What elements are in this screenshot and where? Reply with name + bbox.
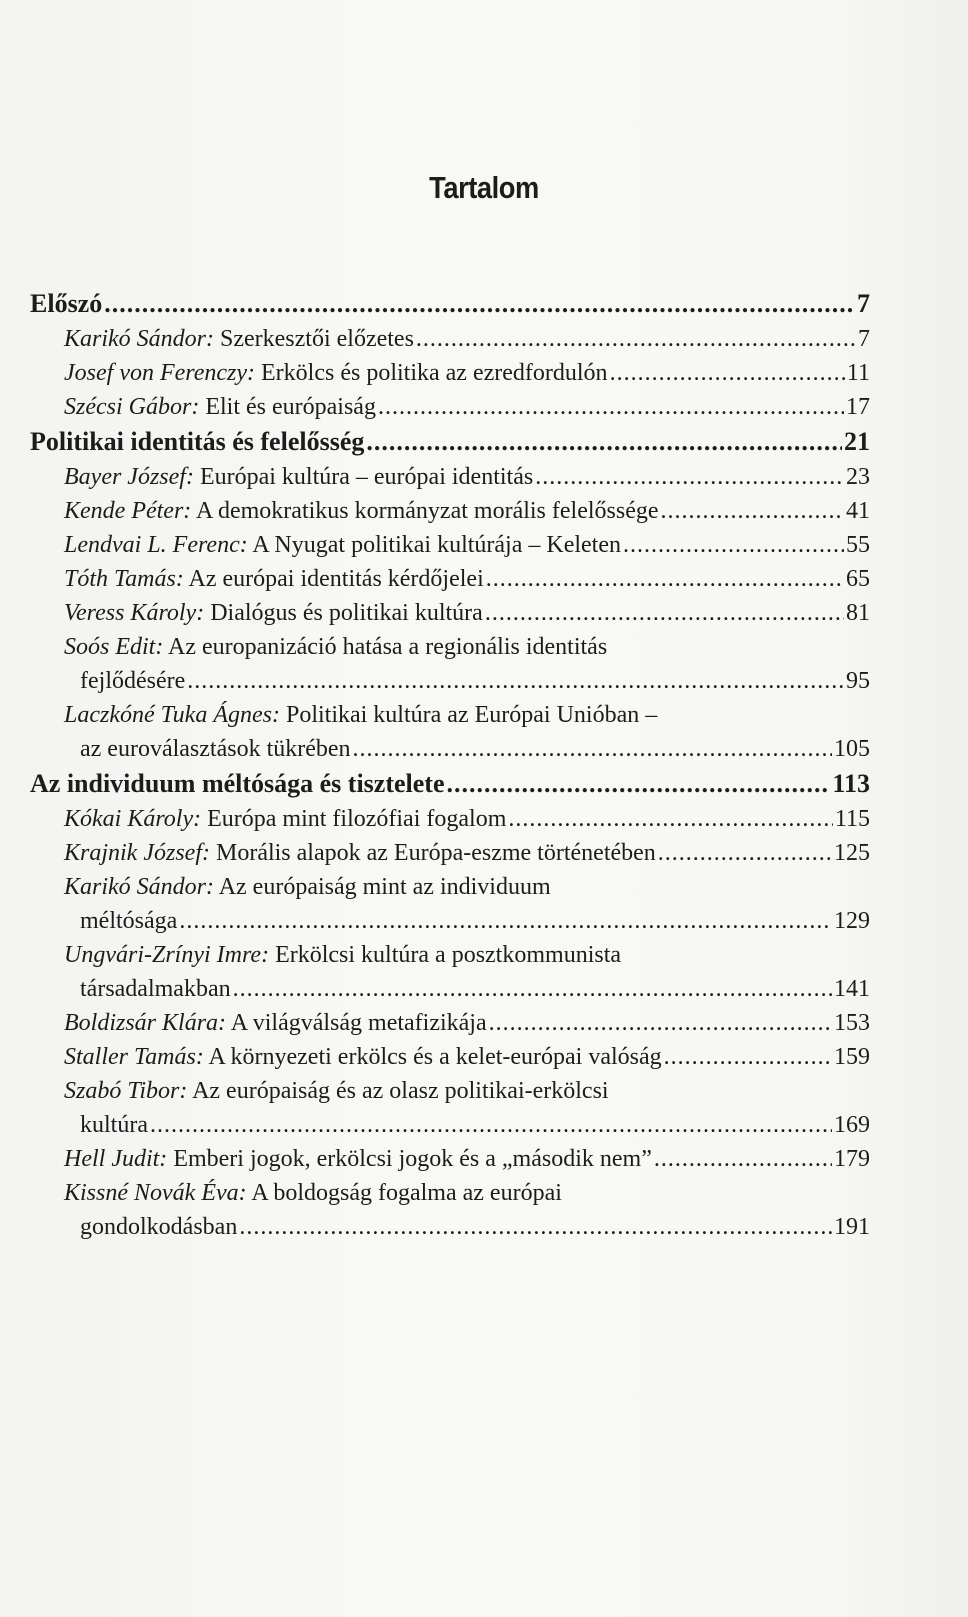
entry-title-continued: gondolkodásban: [80, 1214, 238, 1240]
entry-title-continued: az euroválasztások tükrében: [80, 736, 351, 762]
dot-leader: [366, 424, 842, 460]
dot-leader: [378, 390, 844, 424]
page-number: 23: [846, 464, 870, 490]
page-number: 191: [834, 1214, 870, 1240]
entry-title: Erkölcs és politika az ezredfordulón: [261, 360, 608, 386]
entry-author: Szécsi Gábor:: [64, 394, 200, 420]
page-number: 21: [844, 427, 870, 456]
toc-entry: [30, 494, 870, 528]
toc-entry: [30, 938, 870, 1006]
section-title: Az individuum méltósága és tisztelete: [30, 769, 445, 798]
entry-author: Karikó Sándor:: [64, 874, 214, 900]
entry-author: Kókai Károly:: [64, 806, 202, 832]
dot-leader: [485, 596, 844, 630]
entry-title: Morális alapok az Európa-eszme történetében: [215, 840, 656, 866]
page-number: 7: [857, 289, 870, 318]
entry-title: Erkölcsi kultúra a posztkommunista: [275, 942, 622, 968]
dot-leader: [664, 1040, 832, 1074]
entry-title-continued: társadalmakban: [80, 976, 231, 1002]
toc-entry: [30, 1040, 870, 1074]
section-title: Előszó: [30, 289, 103, 318]
toc-entry: [30, 802, 870, 836]
entry-title: Az európaiság és az olasz politikai-erkölcsi: [192, 1078, 609, 1104]
table-of-contents: [30, 286, 870, 1244]
entry-title: Elit és európaiság: [205, 394, 376, 420]
toc-entry: [30, 698, 870, 766]
entry-author: Kissné Novák Éva:: [64, 1180, 247, 1206]
entry-author: Karikó Sándor:: [64, 326, 214, 352]
entry-author: Lendvai L. Ferenc:: [64, 532, 248, 558]
entry-title: A demokratikus kormányzat morális felelőssége: [195, 498, 659, 524]
dot-leader: [623, 528, 844, 562]
dot-leader: [233, 972, 832, 1006]
entry-title-continued: méltósága: [80, 908, 178, 934]
page-number: 95: [846, 668, 870, 694]
toc-section-heading: [30, 286, 870, 322]
page-number: 141: [834, 976, 870, 1002]
page-number: 17: [846, 394, 870, 420]
dot-leader: [179, 904, 832, 938]
page-number: 129: [834, 908, 870, 934]
toc-section-heading: [30, 766, 870, 802]
entry-author: Hell Judit:: [64, 1146, 168, 1172]
dot-leader: [104, 286, 855, 322]
entry-title: Az európai identitás kérdőjelei: [188, 566, 484, 592]
dot-leader: [658, 836, 832, 870]
dot-leader: [654, 1142, 832, 1176]
entry-author: Kende Péter:: [64, 498, 192, 524]
entry-title-continued: fejlődésére: [80, 668, 186, 694]
page-number: 153: [834, 1010, 870, 1036]
entry-author: Soós Edit:: [64, 634, 164, 660]
entry-title: Európa mint filozófiai fogalom: [207, 806, 507, 832]
page-number: 41: [846, 498, 870, 524]
toc-entry: [30, 322, 870, 356]
entry-title: Politikai kultúra az Európai Unióban –: [285, 702, 658, 728]
page-number: 7: [858, 326, 870, 352]
toc-entry: [30, 870, 870, 938]
entry-author: Staller Tamás:: [64, 1044, 204, 1070]
toc-entry: [30, 390, 870, 424]
entry-author: Josef von Ferenczy:: [64, 360, 256, 386]
dot-leader: [535, 460, 844, 494]
toc-entry: [30, 836, 870, 870]
dot-leader: [187, 664, 844, 698]
entry-title: A Nyugat politikai kultúrája – Keleten: [252, 532, 621, 558]
dot-leader: [150, 1108, 832, 1142]
dot-leader: [508, 802, 833, 836]
entry-title: A boldogság fogalma az európai: [251, 1180, 562, 1206]
entry-author: Krajnik József:: [64, 840, 210, 866]
toc-entry: [30, 528, 870, 562]
page-number: 55: [846, 532, 870, 558]
toc-entry: [30, 596, 870, 630]
entry-author: Tóth Tamás:: [64, 566, 184, 592]
entry-author: Szabó Tibor:: [64, 1078, 188, 1104]
toc-entry: [30, 356, 870, 390]
entry-title: A környezeti erkölcs és a kelet-európai valóság: [208, 1044, 662, 1070]
entry-title: Az europanizáció hatása a regionális identitás: [168, 634, 608, 660]
page-number: 105: [834, 736, 870, 762]
page-number: 125: [834, 840, 870, 866]
entry-title: A világválság metafizikája: [230, 1010, 487, 1036]
entry-title: Emberi jogok, erkölcsi jogok és a „második nem”: [173, 1146, 652, 1172]
toc-section-heading: [30, 424, 870, 460]
entry-author: Laczkóné Tuka Ágnes:: [64, 702, 280, 728]
dot-leader: [661, 494, 844, 528]
page-number: 11: [846, 360, 870, 386]
entry-author: Bayer József:: [64, 464, 194, 490]
entry-title-continued: kultúra: [80, 1112, 148, 1138]
dot-leader: [610, 356, 845, 390]
page-number: 115: [834, 806, 870, 832]
toc-entry: [30, 1074, 870, 1142]
dot-leader: [239, 1210, 832, 1244]
toc-entry: [30, 630, 870, 698]
entry-title: Európai kultúra – európai identitás: [199, 464, 534, 490]
page-number: 113: [832, 769, 870, 798]
page-number: 81: [846, 600, 870, 626]
toc-entry: [30, 1006, 870, 1040]
dot-leader: [486, 562, 844, 596]
toc-entry: [30, 562, 870, 596]
toc-entry: [30, 460, 870, 494]
page-number: 179: [834, 1146, 870, 1172]
entry-author: Veress Károly:: [64, 600, 205, 626]
dot-leader: [447, 766, 831, 802]
page-number: 169: [834, 1112, 870, 1138]
toc-entry: [30, 1142, 870, 1176]
page-number: 65: [846, 566, 870, 592]
entry-title: Az európaiság mint az individuum: [218, 874, 551, 900]
entry-title: Szerkesztői előzetes: [220, 326, 414, 352]
entry-title: Dialógus és politikai kultúra: [210, 600, 483, 626]
entry-author: Boldizsár Klára:: [64, 1010, 227, 1036]
page-title: Tartalom: [429, 170, 539, 205]
entry-author: Ungvári-Zrínyi Imre:: [64, 942, 270, 968]
dot-leader: [416, 322, 856, 356]
dot-leader: [489, 1006, 832, 1040]
toc-entry: [30, 1176, 870, 1244]
dot-leader: [353, 732, 832, 766]
section-title: Politikai identitás és felelősség: [30, 427, 365, 456]
page-number: 159: [834, 1044, 870, 1070]
